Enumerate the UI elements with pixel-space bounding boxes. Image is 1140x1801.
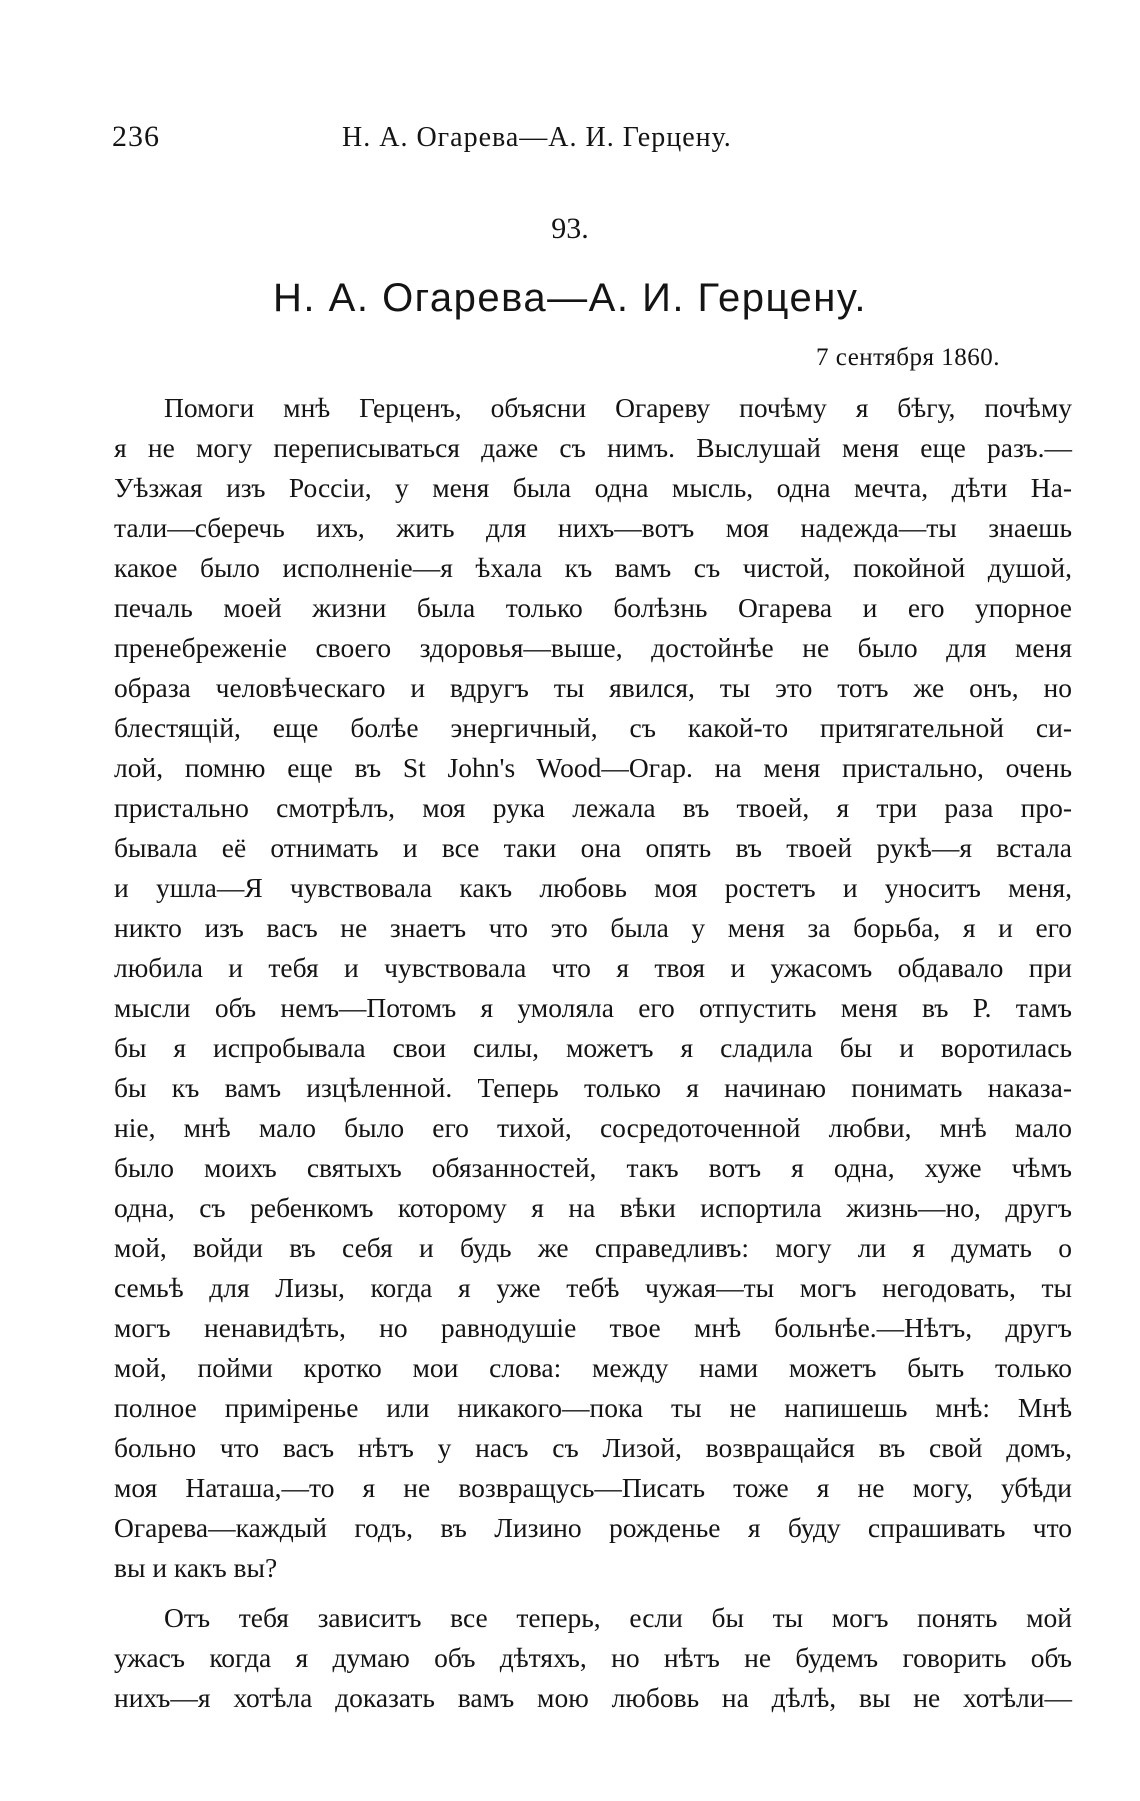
text-line: ужасъ когда я думаю объ дѣтяхъ, но нѣтъ не будемъ говорить объ [114,1642,1072,1673]
text-line: Отъ тебя зависитъ все теперь, если бы ты могъ понять мой [164,1602,1072,1633]
text-line: и ушла—Я чувствовала какъ любовь моя ростетъ и уноситъ меня, [114,872,1072,903]
text-line: вы и какъ вы? [114,1552,278,1583]
text-line: лой, помню еще въ St John's Wood—Огар. на меня пристально, очень [114,752,1072,783]
letter-title: Н. А. Огарева—А. И. Герцену. [273,276,867,320]
text-line: бывала её отнимать и все таки она опять въ твоей рукѣ—я встала [114,832,1072,863]
text-line: бы я испробывала свои силы, можетъ я сладила бы и воротилась [114,1032,1072,1063]
text-line: было моихъ святыхъ обязанностей, такъ вотъ я одна, хуже чѣмъ [114,1152,1072,1183]
running-title: Н. А. Огарева—А. И. Герцену. [342,122,732,153]
text-line: никто изъ васъ не знаетъ что это была у меня за борьба, я и его [114,912,1072,943]
paragraph [114,388,1072,1588]
text-line: пренебреженiе своего здоровья—выше, достойнѣе не было для меня [114,632,1072,663]
text-line: мой, войди въ себя и будь же справедливъ: могу ли я думать о [114,1232,1072,1263]
letter-number: 93. [551,212,589,245]
page-number: 236 [112,120,160,153]
text-line: мой, пойми кротко мои слова: между нами можетъ быть только [114,1352,1072,1383]
text-line: моя Наташа,—то я не возвращусь—Писать тоже я не могу, убѣди [114,1472,1072,1503]
text-line: печаль моей жизни была только болѣзнь Огарева и его упорное [114,592,1072,623]
paragraph [114,1598,1072,1718]
text-line: одна, съ ребенкомъ которому я на вѣки испортила жизнь—но, другъ [114,1192,1072,1223]
text-line: любила и тебя и чувствовала что я твоя и ужасомъ обдавало при [114,952,1072,983]
text-line: тали—сберечь ихъ, жить для нихъ—вотъ моя надежда—ты знаешь [114,512,1072,543]
text-line: блестящiй, еще болѣе энергичный, съ какой-то притягательной си- [114,712,1072,743]
text-line: полное примiренье или никакого—пока ты не напишешь мнѣ: Мнѣ [114,1392,1072,1423]
text-line: Огарева—каждый годъ, въ Лизино рожденье я буду спрашивать что [114,1512,1072,1543]
letter-date: 7 сентября 1860. [816,344,1000,371]
text-line: семьѣ для Лизы, когда я уже тебѣ чужая—ты могъ негодовать, ты [114,1272,1072,1303]
text-line: какое было исполненiе—я ѣхала къ вамъ съ чистой, покойной душой, [114,552,1072,583]
text-line: Уѣзжая изъ Россiи, у меня была одна мысль, одна мечта, дѣти На- [114,472,1072,503]
letter-body [114,388,1072,1718]
text-line: Помоги мнѣ Герценъ, объясни Огареву почѣму я бѣгу, почѣму [164,392,1072,423]
text-line: больно что васъ нѣтъ у насъ съ Лизой, возвращайся въ свой домъ, [114,1432,1072,1463]
text-line: образа человѣческаго и вдругъ ты явился, ты это тотъ же онъ, но [114,672,1072,703]
text-line: пристально смотрѣлъ, моя рука лежала въ твоей, я три раза про- [114,792,1072,823]
text-line: нiе, мнѣ мало было его тихой, сосредоточенной любви, мнѣ мало [114,1112,1072,1143]
text-line: я не могу переписываться даже съ нимъ. Выслушай меня еще разъ.— [114,432,1072,463]
text-line: бы къ вамъ изцѣленной. Теперь только я начинаю понимать наказа- [114,1072,1072,1103]
paragraph-gap [114,1588,1072,1598]
text-line: могъ ненавидѣть, но равнодушiе твое мнѣ больнѣе.—Нѣтъ, другъ [114,1312,1072,1343]
running-head [112,120,792,160]
text-line: мысли объ немъ—Потомъ я умоляла его отпустить меня въ Р. тамъ [114,992,1072,1023]
text-line: нихъ—я хотѣла доказать вамъ мою любовь на дѣлѣ, вы не хотѣли— [114,1682,1072,1713]
